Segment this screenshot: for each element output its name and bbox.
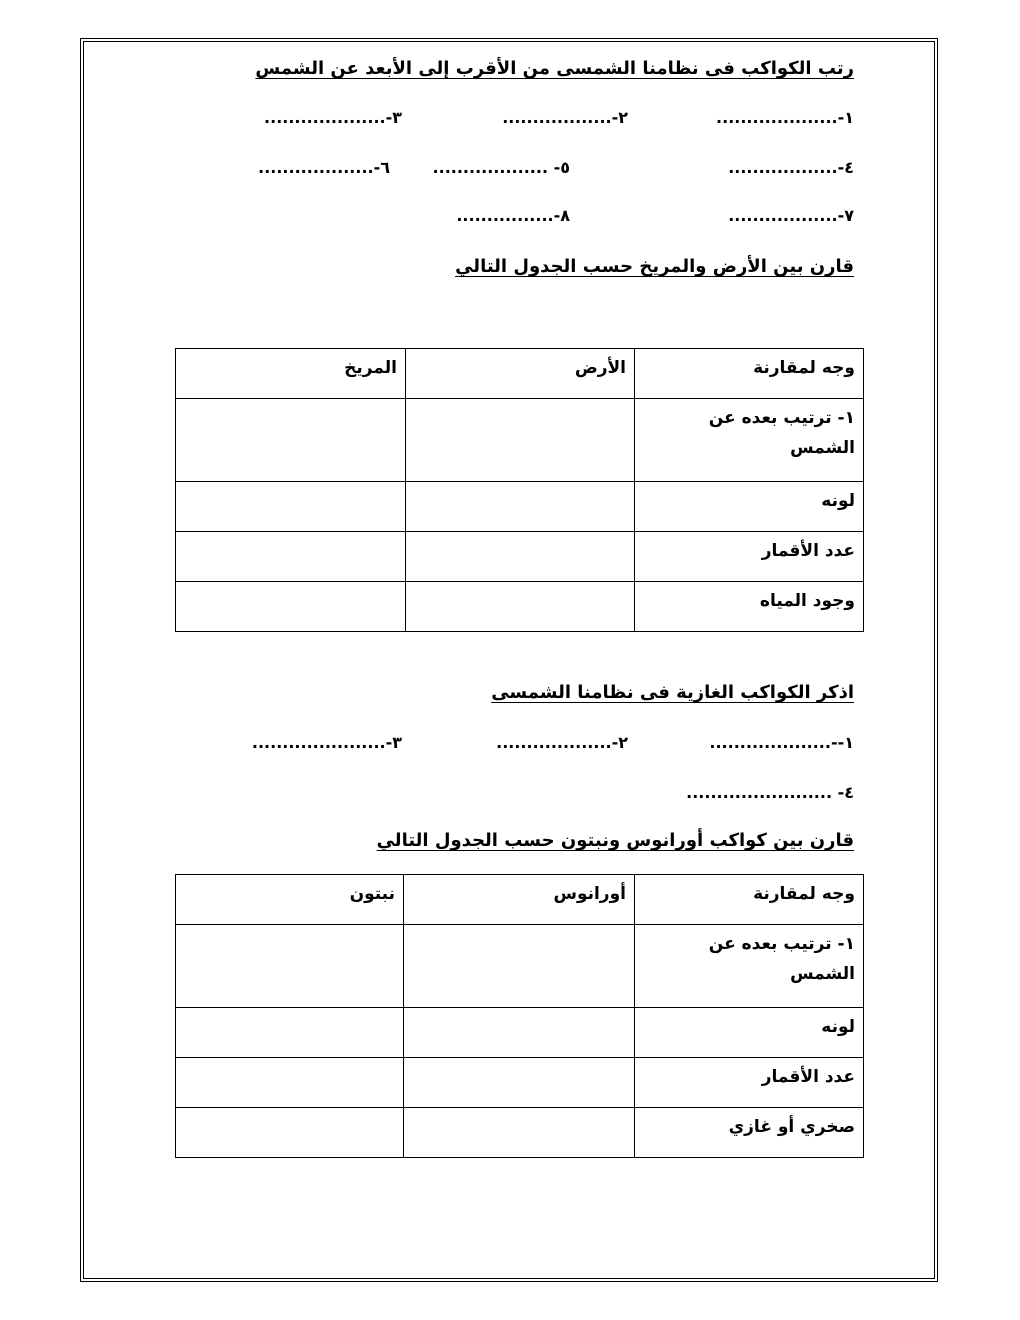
- cell-mars[interactable]: [176, 399, 406, 482]
- cell-earth[interactable]: [406, 582, 635, 632]
- section4-heading: قارن بين كواكب أورانوس ونبتون حسب الجدول التالي: [376, 830, 854, 851]
- table-header-row: [176, 875, 864, 925]
- gas-blank-4[interactable]: ٤- ........................: [686, 783, 854, 802]
- cell-mars[interactable]: [176, 532, 406, 582]
- blank-1[interactable]: ١-....................: [716, 108, 854, 127]
- header-comparison: وجه لمقارنة: [635, 349, 864, 399]
- cell-neptune[interactable]: [176, 1058, 404, 1108]
- cell-uranus[interactable]: [404, 1008, 635, 1058]
- cell-uranus[interactable]: [404, 1108, 635, 1158]
- table-row: [176, 1008, 864, 1058]
- table-row: [176, 399, 864, 482]
- row-label: وجود المياه: [635, 582, 864, 632]
- cell-neptune[interactable]: [176, 925, 404, 1008]
- cell-uranus[interactable]: [404, 925, 635, 1008]
- table-row: [176, 582, 864, 632]
- cell-neptune[interactable]: [176, 1008, 404, 1058]
- table-row: [176, 532, 864, 582]
- blank-8[interactable]: ٨-................: [456, 206, 570, 225]
- header-earth: الأرض: [406, 349, 635, 399]
- blank-5[interactable]: ٥- ...................: [432, 158, 570, 177]
- gas-blank-2[interactable]: ٢-...................: [496, 733, 628, 752]
- gas-blank-1[interactable]: ١--....................: [709, 733, 854, 752]
- earth-mars-table: [175, 348, 864, 632]
- cell-mars[interactable]: [176, 582, 406, 632]
- row-label: لونه: [635, 1008, 864, 1058]
- cell-earth[interactable]: [406, 399, 635, 482]
- uranus-neptune-table: [175, 874, 864, 1158]
- header-comparison: وجه لمقارنة: [635, 875, 864, 925]
- row-label: ١- ترتيب بعده عن الشمس: [635, 925, 864, 1008]
- header-mars: المريخ: [176, 349, 406, 399]
- header-neptune: نبتون: [176, 875, 404, 925]
- row-label: عدد الأقمار: [635, 1058, 864, 1108]
- blank-4[interactable]: ٤-..................: [728, 158, 854, 177]
- blank-6[interactable]: ٦-...................: [258, 158, 390, 177]
- section2-heading: قارن بين الأرض والمريخ حسب الجدول التالي: [455, 256, 854, 277]
- blank-3[interactable]: ٣-....................: [264, 108, 402, 127]
- cell-neptune[interactable]: [176, 1108, 404, 1158]
- blank-2[interactable]: ٢-..................: [502, 108, 628, 127]
- blank-7[interactable]: ٧-..................: [728, 206, 854, 225]
- row-label: صخري أو غازي: [635, 1108, 864, 1158]
- gas-blank-3[interactable]: ٣-......................: [251, 733, 402, 752]
- table-row: [176, 1058, 864, 1108]
- cell-earth[interactable]: [406, 532, 635, 582]
- section1-heading: رتب الكواكب فى نظامنا الشمسى من الأقرب إلى الأبعد عن الشمس: [255, 58, 854, 79]
- row-label: ١- ترتيب بعده عن الشمس: [635, 399, 864, 482]
- header-uranus: أورانوس: [404, 875, 635, 925]
- cell-earth[interactable]: [406, 482, 635, 532]
- table-row: [176, 482, 864, 532]
- row-label: عدد الأقمار: [635, 532, 864, 582]
- cell-mars[interactable]: [176, 482, 406, 532]
- table-row: [176, 1108, 864, 1158]
- row-label: لونه: [635, 482, 864, 532]
- section3-heading: اذكر الكواكب الغازية فى نظامنا الشمسى: [491, 682, 854, 703]
- table-header-row: [176, 349, 864, 399]
- table-row: [176, 925, 864, 1008]
- cell-uranus[interactable]: [404, 1058, 635, 1108]
